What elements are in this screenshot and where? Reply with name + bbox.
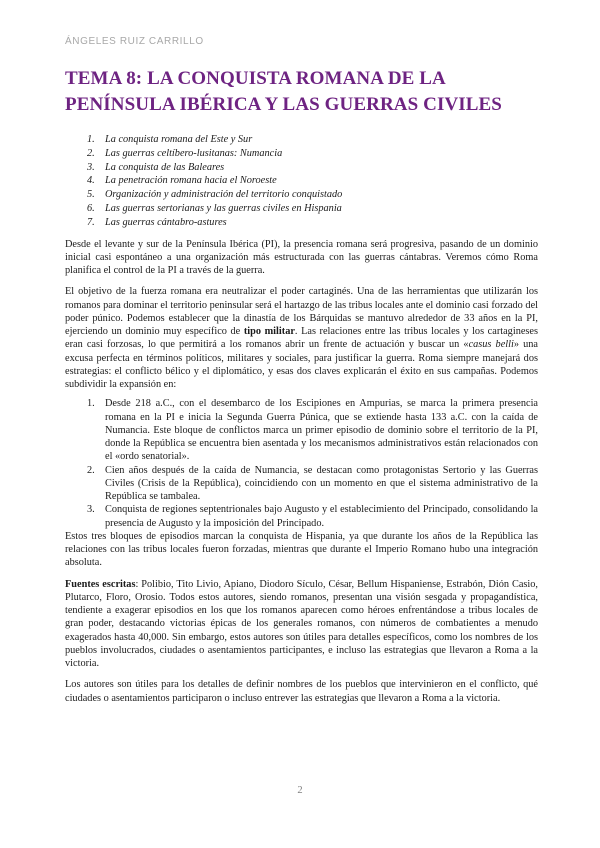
text-run: Desde el levante y sur de la Península Ibérica (PI), la presencia romana será progresiva, pasando de un dominio inicial casi espontáneo a una organización más estructurada con las guerras cántabras. Veremos cómo Roma planifica el control de la PI a través de la guerra.: [65, 238, 538, 277]
paragraph: [65, 285, 538, 391]
paragraph: [65, 678, 538, 705]
paragraph: [65, 238, 538, 278]
text-run: . Las relaciones entre las tribus locales y los cartagineses eran casi forzosas, lo que permitirá a los romanos abrir un frente de actuación y buscar un «: [65, 326, 538, 351]
document-author-header: ÁNGELES RUIZ CARRILLO: [65, 36, 204, 47]
outline-item: Las guerras sertorianas y las guerras civiles en Hispania: [105, 202, 342, 214]
outline-item: Las guerras cántabro-astures: [105, 216, 227, 228]
expansion-phases-list: [65, 397, 538, 530]
text-run: casus belli: [468, 339, 514, 351]
list-item: [105, 503, 538, 530]
text-run: Desde 218 a.C., con el desembarco de los Escipiones en Ampurias, se marca la primera presencia romana en la PI e inicia la Segunda Guerra Púnica, que se extiende hasta 133 a.C. con la caída de Numancia. Este bloque de conflictos marca un primer episodio de dominio sobre el territorio de la PI, donde la República se encuentra bien asentada y los mecanismos administrativos están relacionados con el «ordo senatorial».: [105, 398, 538, 463]
text-run: Cien años después de la caída de Numancia, se destacan como protagonistas Sertorio y las Guerras Civiles (Crisis de la República), coincidiendo con un momento en que el sistema administrativo de la República se tambalea.: [105, 464, 538, 503]
outline-item: Las guerras celtíbero-lusitanas: Numancia: [105, 147, 283, 159]
list-item: [105, 397, 538, 463]
text-run: tipo militar: [243, 326, 295, 338]
text-run: : Polibio, Tito Livio, Apiano, Diodoro Sículo, César, Bellum Hispaniense, Estrabón, Dión Casio, Plutarco, Floro, Orosio. Todos estos autores, siendo romanos, presentan una visión sesgada y propagandística, tendiente a exagerar episodios en los que los romanos aparecen como héroes enfrentándose a tribus locales de gran poder, destacando victorias épicas de los generales romanos, con números de combatientes a menudo exagerados hasta 40,000. Sin embargo, estos autores son útiles para detalles específicos, como los nombres de los pueblos involucrados, ciudades o asentamientos participantes, e incluso las estrategias que llevaron a Roma a la victoria.: [65, 578, 538, 670]
text-run: » una excusa perfecta en términos políticos, militares y sociales, para justificar la guerra. Roma siempre manejará dos estrategias: el conflicto bélico y el diplomático, y esas dos claves explicarán el éxito en sus campañas. Podemos subdividir la expansión en:: [65, 339, 538, 391]
text-run: Estos tres bloques de episodios marcan la conquista de Hispania, ya que durante los años de la República las relaciones con las tribus locales fueron forzadas, mientras que durante el Imperio Romano hubo una integración absoluta.: [65, 530, 538, 569]
page-title: TEMA 8: LA CONQUISTA ROMANA DE LA PENÍNSULA IBÉRICA Y LAS GUERRAS CIVILES: [65, 68, 502, 115]
paragraph: [65, 530, 538, 570]
paragraph: [65, 578, 538, 671]
page-number: 2: [297, 785, 303, 796]
list-item: [105, 464, 538, 504]
outline-item: La penetración romana hacia el Noroeste: [105, 175, 277, 187]
text-run: El objetivo de la fuerza romana era neutralizar el poder cartaginés. Una de las herramientas que utilizarán los romanos para dominar el territorio peninsular será el hartazgo de las tribus locales ante el dominio casi forzado del poder púnico. Podemos establecer que la dinastía de los Bárquidas se mantuvo alrededor de 33 años en la PI, ejerciendo un dominio muy específico de: [65, 286, 538, 338]
outline-item: Organización y administración del territorio conquistado: [105, 189, 343, 201]
outline-item: La conquista de las Baleares: [105, 161, 225, 173]
topic-outline-list: [65, 133, 538, 230]
text-run: Los autores son útiles para los detalles de definir nombres de los pueblos que intervinieron en el conflicto, qué ciudades o asentamientos participaron o incluso entrever las estrategias que llevaron a Roma a la victoria.: [65, 679, 538, 704]
text-run: Conquista de regiones septentrionales bajo Augusto y el establecimiento del Principado, consolidando la presencia de Augusto y la imposición del Principado.: [105, 504, 538, 529]
text-run: Fuentes escritas: [65, 578, 136, 590]
outline-item: La conquista romana del Este y Sur: [105, 134, 253, 145]
document-body: [65, 238, 538, 705]
